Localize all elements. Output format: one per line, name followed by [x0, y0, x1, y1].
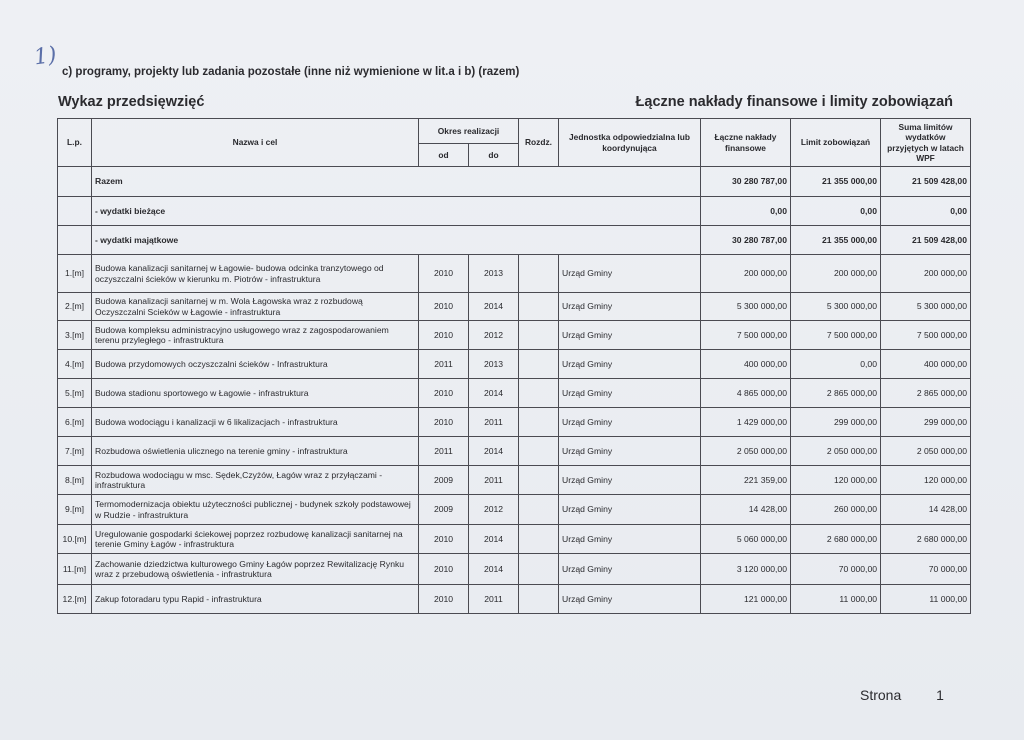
- cell-jednostka: Urząd Gminy: [559, 525, 701, 554]
- cell-limit: 11 000,00: [791, 585, 881, 614]
- cell-suma: 2 865 000,00: [881, 379, 971, 408]
- cell-limit: 2 680 000,00: [791, 525, 881, 554]
- cell-rozdz: [519, 437, 559, 466]
- cell-rozdz: [519, 495, 559, 525]
- cell-jednostka: Urząd Gminy: [559, 466, 701, 495]
- page-label: Strona: [860, 687, 902, 703]
- cell-od: 2010: [419, 293, 469, 321]
- cell-jednostka: Urząd Gminy: [559, 293, 701, 321]
- cell-naklady: 5 300 000,00: [701, 293, 791, 321]
- cell-suma: 400 000,00: [881, 350, 971, 379]
- cell-lp: 10.[m]: [58, 525, 92, 554]
- summary-label: - wydatki bieżące: [92, 197, 701, 226]
- cell-do: 2012: [469, 495, 519, 525]
- list-title: Wykaz przedsięwzięć: [58, 94, 205, 110]
- cell-jednostka: Urząd Gminy: [559, 255, 701, 293]
- projects-table: [57, 118, 971, 614]
- cell-do: 2014: [469, 437, 519, 466]
- cell-nazwa: Rozbudowa wodociągu w msc. Sędek,Czyżów, Łagów wraz z przyłączami - infrastruktura: [92, 466, 419, 495]
- summary-suma: 0,00: [881, 197, 971, 226]
- summary-suma: 21 509 428,00: [881, 167, 971, 197]
- cell-od: 2010: [419, 379, 469, 408]
- cell-rozdz: [519, 255, 559, 293]
- cell-rozdz: [519, 350, 559, 379]
- cell-nazwa: Rozbudowa oświetlenia ulicznego na terenie gminy - infrastruktura: [92, 437, 419, 466]
- cell-nazwa: Zakup fotoradaru typu Rapid - infrastruktura: [92, 585, 419, 614]
- cell-suma: 2 680 000,00: [881, 525, 971, 554]
- summary-suma: 21 509 428,00: [881, 226, 971, 255]
- cell-rozdz: [519, 585, 559, 614]
- cell-naklady: 1 429 000,00: [701, 408, 791, 437]
- summary-naklady: 30 280 787,00: [701, 226, 791, 255]
- page-number: 1: [936, 687, 944, 703]
- cell-jednostka: Urząd Gminy: [559, 408, 701, 437]
- summary-row: [58, 167, 971, 197]
- cell-lp: 1.[m]: [58, 255, 92, 293]
- cell-limit: 70 000,00: [791, 554, 881, 585]
- cell-lp: 12.[m]: [58, 585, 92, 614]
- header-lp: L.p.: [58, 119, 92, 167]
- table-row: [58, 554, 971, 585]
- cell-rozdz: [519, 554, 559, 585]
- cell-do: 2014: [469, 554, 519, 585]
- cell-rozdz: [519, 379, 559, 408]
- cell-naklady: 221 359,00: [701, 466, 791, 495]
- summary-limit: 21 355 000,00: [791, 167, 881, 197]
- cell-do: 2014: [469, 293, 519, 321]
- table-row: [58, 495, 971, 525]
- cell-do: 2013: [469, 255, 519, 293]
- cell-do: 2014: [469, 525, 519, 554]
- header-nazwa: Nazwa i cel: [92, 119, 419, 167]
- cell-limit: 120 000,00: [791, 466, 881, 495]
- section-title: c) programy, projekty lub zadania pozostałe (inne niż wymienione w lit.a i b) (razem): [62, 66, 520, 78]
- header-rozdz: Rozdz.: [519, 119, 559, 167]
- cell-lp: 2.[m]: [58, 293, 92, 321]
- table-row: [58, 321, 971, 350]
- cell-limit: 299 000,00: [791, 408, 881, 437]
- cell-nazwa: Budowa kompleksu administracyjno usługowego wraz z zagospodarowaniem terenu przyległego - infrastruktura: [92, 321, 419, 350]
- cell-nazwa: Budowa kanalizacji sanitarnej w Łagowie- budowa odcinka tranzytowego od oczyszczalni ścieków w kierunku m. Piotrów - infrastruktura: [92, 255, 419, 293]
- cell-jednostka: Urząd Gminy: [559, 495, 701, 525]
- cell-lp: 3.[m]: [58, 321, 92, 350]
- cell-nazwa: Zachowanie dziedzictwa kulturowego Gminy Łagów poprzez Rewitalizację Rynku wraz z przebudową oświetlenia - infrastruktura: [92, 554, 419, 585]
- summary-limit: 21 355 000,00: [791, 226, 881, 255]
- table-row: [58, 525, 971, 554]
- summary-row: [58, 226, 971, 255]
- cell-suma: 299 000,00: [881, 408, 971, 437]
- cell-naklady: 2 050 000,00: [701, 437, 791, 466]
- header-od: od: [419, 144, 469, 167]
- header-naklady: Łączne nakłady finansowe: [701, 119, 791, 167]
- cell-jednostka: Urząd Gminy: [559, 350, 701, 379]
- cell-rozdz: [519, 321, 559, 350]
- cell-od: 2011: [419, 437, 469, 466]
- cell-naklady: 121 000,00: [701, 585, 791, 614]
- cell-rozdz: [519, 466, 559, 495]
- cell-naklady: 200 000,00: [701, 255, 791, 293]
- table-row: [58, 350, 971, 379]
- summary-label: Razem: [92, 167, 701, 197]
- cell-jednostka: Urząd Gminy: [559, 585, 701, 614]
- table-row: [58, 379, 971, 408]
- financial-title: Łączne nakłady finansowe i limity zobowiązań: [635, 94, 953, 110]
- cell-od: 2010: [419, 525, 469, 554]
- summary-limit: 0,00: [791, 197, 881, 226]
- cell-do: 2011: [469, 408, 519, 437]
- cell-suma: 70 000,00: [881, 554, 971, 585]
- cell-lp: 11.[m]: [58, 554, 92, 585]
- table-row: [58, 255, 971, 293]
- cell-od: 2010: [419, 554, 469, 585]
- cell-lp: 6.[m]: [58, 408, 92, 437]
- cell-lp: 9.[m]: [58, 495, 92, 525]
- cell-suma: 2 050 000,00: [881, 437, 971, 466]
- cell-od: 2009: [419, 466, 469, 495]
- header-okres: Okres realizacji: [419, 119, 519, 144]
- cell-nazwa: Budowa przydomowych oczyszczalni ścieków - Infrastruktura: [92, 350, 419, 379]
- cell-limit: 5 300 000,00: [791, 293, 881, 321]
- cell-lp: 8.[m]: [58, 466, 92, 495]
- cell-limit: 0,00: [791, 350, 881, 379]
- cell-od: 2009: [419, 495, 469, 525]
- cell-jednostka: Urząd Gminy: [559, 437, 701, 466]
- summary-label: - wydatki majątkowe: [92, 226, 701, 255]
- cell-naklady: 14 428,00: [701, 495, 791, 525]
- cell-suma: 200 000,00: [881, 255, 971, 293]
- table-row: [58, 437, 971, 466]
- cell-suma: 14 428,00: [881, 495, 971, 525]
- cell-suma: 7 500 000,00: [881, 321, 971, 350]
- table-row: [58, 293, 971, 321]
- cell-jednostka: Urząd Gminy: [559, 379, 701, 408]
- cell-limit: 2 865 000,00: [791, 379, 881, 408]
- table-row: [58, 466, 971, 495]
- cell-limit: 260 000,00: [791, 495, 881, 525]
- cell-suma: 11 000,00: [881, 585, 971, 614]
- cell-limit: 200 000,00: [791, 255, 881, 293]
- cell-od: 2010: [419, 585, 469, 614]
- header-do: do: [469, 144, 519, 167]
- cell-rozdz: [519, 293, 559, 321]
- cell-naklady: 7 500 000,00: [701, 321, 791, 350]
- cell-nazwa: Budowa kanalizacji sanitarnej w m. Wola Łagowska wraz z rozbudową Oczyszczalni Scieków w Łagowie - infrastruktura: [92, 293, 419, 321]
- cell-jednostka: Urząd Gminy: [559, 321, 701, 350]
- header-suma: Suma limitów wydatków przyjętych w latach WPF: [881, 119, 971, 167]
- cell-lp: 4.[m]: [58, 350, 92, 379]
- cell-naklady: 400 000,00: [701, 350, 791, 379]
- cell-lp: 7.[m]: [58, 437, 92, 466]
- cell-nazwa: Termomodernizacja obiektu użyteczności publicznej - budynek szkoły podstawowej w Rudzie - infrastruktura: [92, 495, 419, 525]
- cell-limit: 2 050 000,00: [791, 437, 881, 466]
- cell-naklady: 3 120 000,00: [701, 554, 791, 585]
- cell-do: 2011: [469, 585, 519, 614]
- summary-naklady: 30 280 787,00: [701, 167, 791, 197]
- cell-nazwa: Uregulowanie gospodarki ściekowej poprzez rozbudowę kanalizacji sanitarnej na terenie Gminy Łagów - infrastruktura: [92, 525, 419, 554]
- cell-rozdz: [519, 408, 559, 437]
- summary-naklady: 0,00: [701, 197, 791, 226]
- table-row: [58, 585, 971, 614]
- cell-suma: 120 000,00: [881, 466, 971, 495]
- cell-suma: 5 300 000,00: [881, 293, 971, 321]
- cell-od: 2010: [419, 408, 469, 437]
- cell-limit: 7 500 000,00: [791, 321, 881, 350]
- cell-naklady: 5 060 000,00: [701, 525, 791, 554]
- cell-nazwa: Budowa stadionu sportowego w Łagowie - infrastruktura: [92, 379, 419, 408]
- cell-do: 2013: [469, 350, 519, 379]
- cell-rozdz: [519, 525, 559, 554]
- cell-do: 2012: [469, 321, 519, 350]
- cell-nazwa: Budowa wodociągu i kanalizacji w 6 likalizacjach - infrastruktura: [92, 408, 419, 437]
- handwritten-mark: 1): [32, 42, 59, 71]
- cell-lp: 5.[m]: [58, 379, 92, 408]
- cell-do: 2011: [469, 466, 519, 495]
- cell-naklady: 4 865 000,00: [701, 379, 791, 408]
- header-limit: Limit zobowiązań: [791, 119, 881, 167]
- summary-row: [58, 197, 971, 226]
- cell-od: 2010: [419, 321, 469, 350]
- cell-do: 2014: [469, 379, 519, 408]
- table-row: [58, 408, 971, 437]
- cell-od: 2010: [419, 255, 469, 293]
- page-footer: [860, 687, 944, 703]
- cell-jednostka: Urząd Gminy: [559, 554, 701, 585]
- header-jednostka: Jednostka odpowiedzialna lub koordynująca: [559, 119, 701, 167]
- cell-od: 2011: [419, 350, 469, 379]
